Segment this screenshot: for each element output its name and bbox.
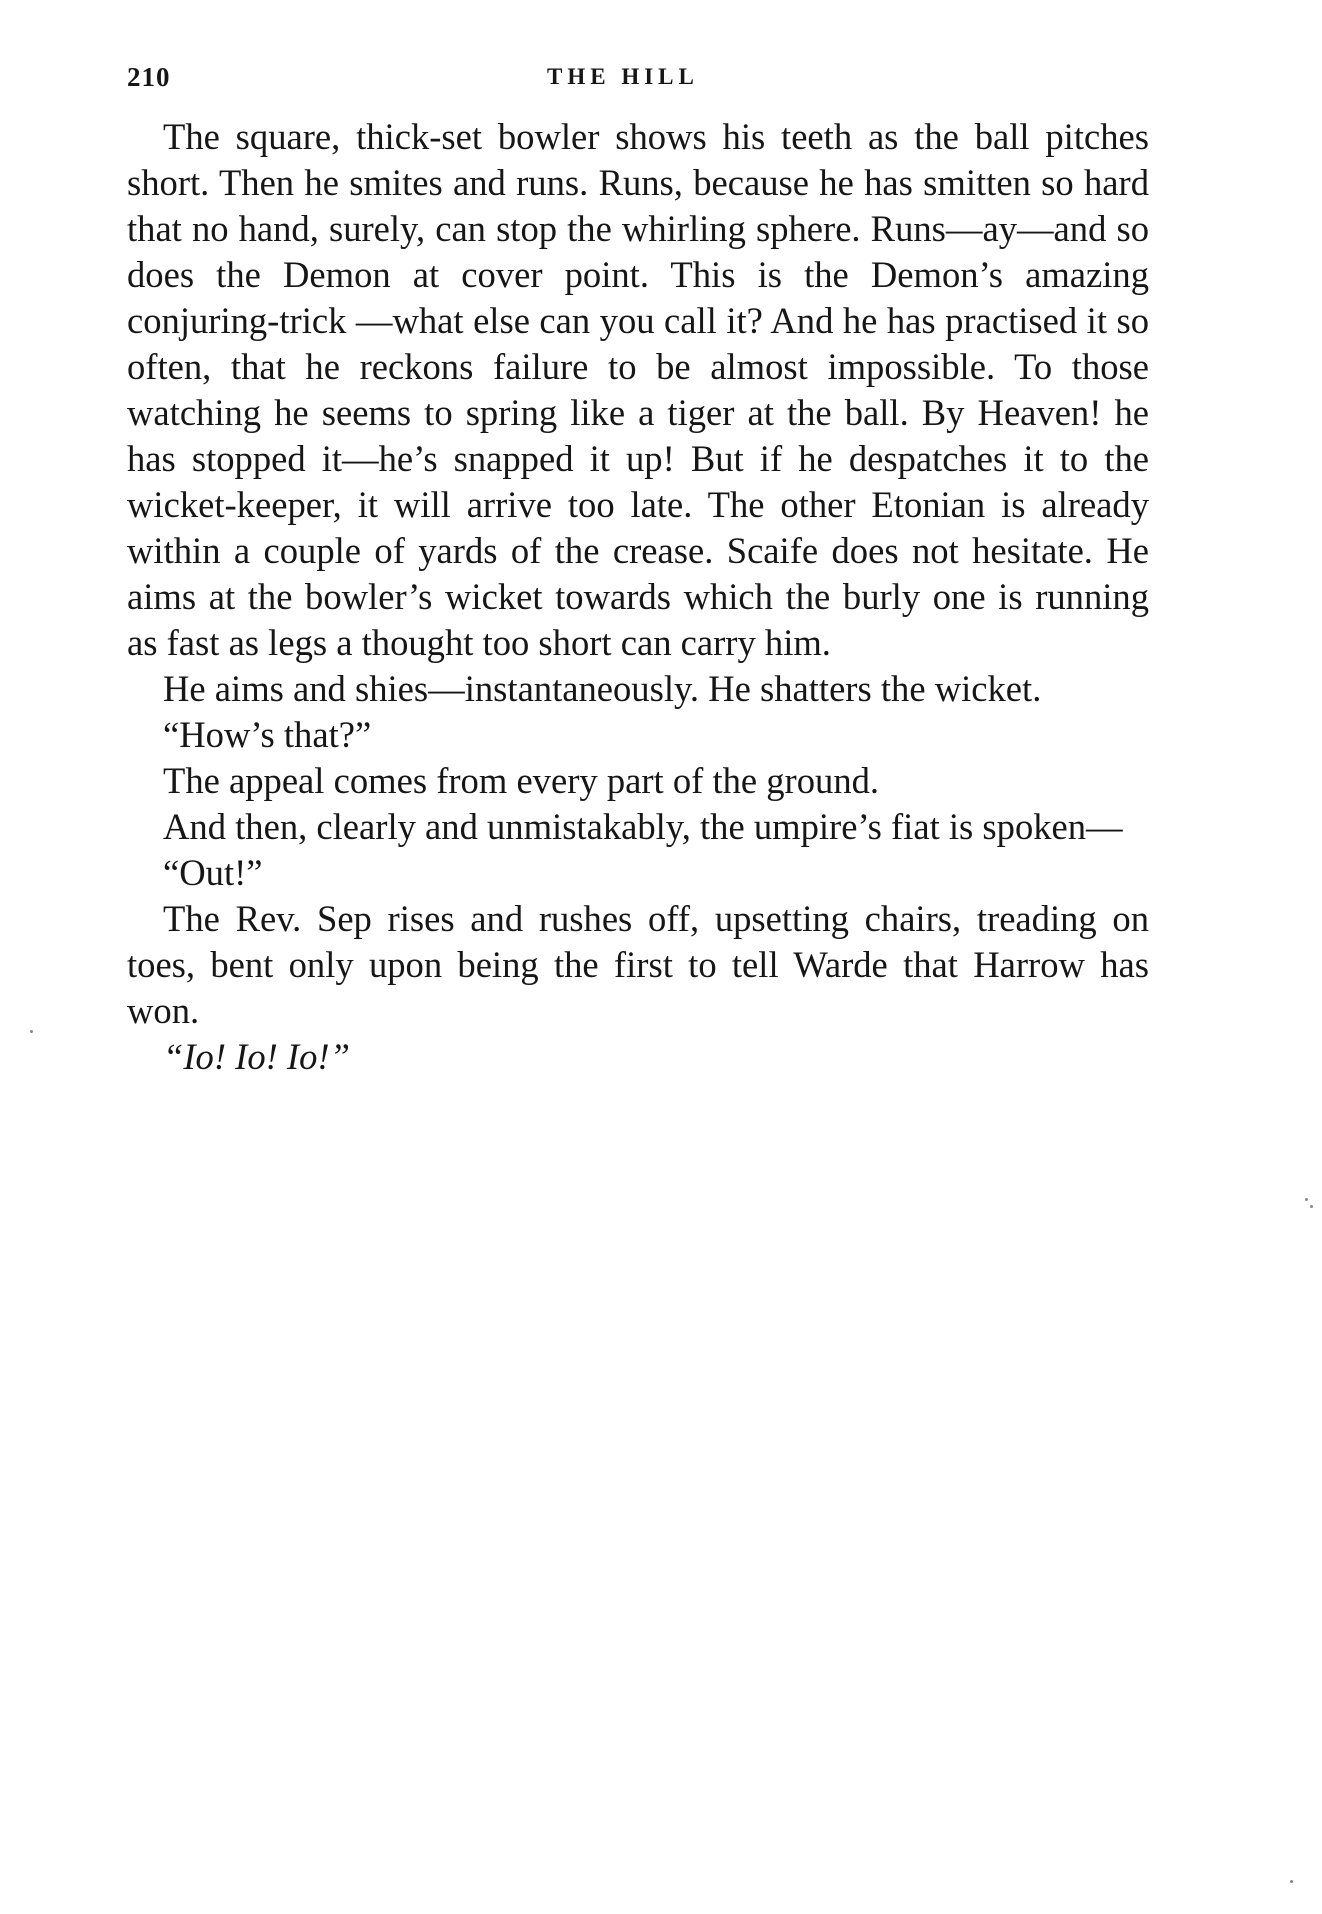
paragraph-rev-sep: The Rev. Sep rises and rushes off, upsetting chairs, treading on toes, bent only upon being the first to tell Warde that Harrow has won. — [127, 898, 1149, 1031]
paragraph-hows-that: “How’s that?” — [163, 714, 372, 755]
page-header — [127, 62, 1147, 102]
scan-speck — [30, 1030, 33, 1033]
paragraph-io: “Io! Io! Io!” — [163, 1036, 350, 1077]
paragraph-shatters-wicket: He aims and shies—instantaneously. He shatters the wicket. — [163, 668, 1042, 709]
scan-speck — [1310, 1205, 1313, 1208]
paragraph-out: “Out!” — [163, 852, 263, 893]
page-number: 210 — [127, 62, 171, 92]
scan-speck — [1305, 1198, 1308, 1201]
running-title: THE HILL — [547, 64, 699, 89]
scan-speck — [1290, 1880, 1293, 1883]
paragraph-umpire-fiat: And then, clearly and unmistakably, the umpire’s fiat is spoken— — [163, 806, 1123, 847]
body-text — [127, 114, 1149, 1080]
paragraph-appeal: The appeal comes from every part of the ground. — [163, 760, 880, 801]
paragraph-bowler-runs: The square, thick-set bowler shows his teeth as the ball pitches short. Then he smites and runs. Runs, because he has smitten so hard that no hand, surely, can stop the whirling sphere. Runs—ay—and so does the Demon at cover point. This is the Demon’s amazing conjuring-trick —what else can you call it? And he has practised it so often, that he reckons failure to be almost impossible. To those watching he seems to spring like a tiger at the ball. By Heaven! he has stopped it—he’s snapped it up! But if he despatches it to the wicket-keeper, it will arrive too late. The other Etonian is already within a couple of yards of the crease. Scaife does not hesitate. He aims at the bowler’s wicket towards which the burly one is running as fast as legs a thought too short can carry him. — [127, 116, 1149, 663]
